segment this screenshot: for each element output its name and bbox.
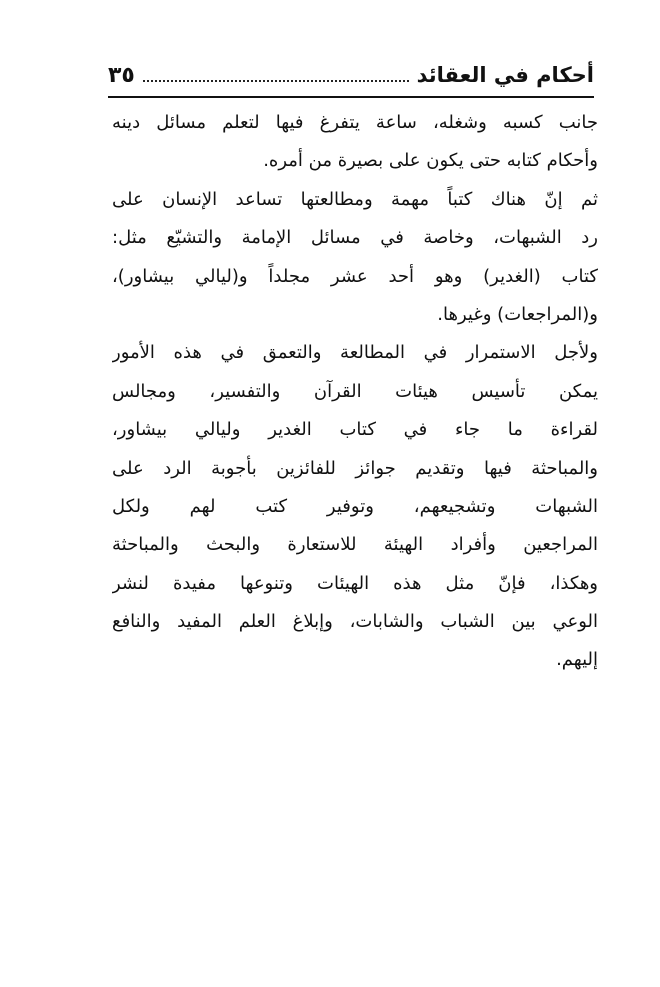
text-line: وهكذا، فإنّ مثل هذه الهيئات وتنوعها مفيدة لنشر xyxy=(112,572,598,594)
text-line: إليهم. xyxy=(556,649,598,671)
running-header-title: أحكام في العقائد xyxy=(416,63,594,87)
text-line: والمباحثة فيها وتقديم جوائز للفائزين بأجوبة الرد على xyxy=(112,457,598,479)
text-line: المراجعين وأفراد الهيئة للاستعارة والبحث والمباحثة xyxy=(112,534,598,556)
text-line: و(المراجعات) وغيرها. xyxy=(437,303,598,325)
text-line: وأحكام كتابه حتى يكون على بصيرة من أمره. xyxy=(263,150,598,172)
page-number: ٣٥ xyxy=(108,63,135,88)
text-line: جانب كسبه وشغله، ساعة يتفرغ فيها لتعلم مسائل دينه xyxy=(112,112,598,133)
text-line: ولأجل الاستمرار في المطالعة والتعمق في هذه الأمور xyxy=(112,342,598,364)
text-line: الوعي بين الشباب والشابات، وإبلاغ العلم المفيد والنافع xyxy=(112,611,598,633)
text-line: الشبهات وتشجيعهم، وتوفير كتب لهم ولكل xyxy=(112,495,598,517)
text-line: رد الشبهات، وخاصة في مسائل الإمامة والتشيّع مثل: xyxy=(112,227,598,249)
text-line: كتاب (الغدير) وهو أحد عشر مجلداً و(ليالي بيشاور)، xyxy=(112,265,598,287)
running-header xyxy=(108,60,594,98)
text-line: ثم إنّ هناك كتباً مهمة ومطالعتها تساعد الإنسان على xyxy=(112,188,598,210)
text-line: يمكن تأسيس هيئات القرآن والتفسير، ومجالس xyxy=(112,380,598,402)
text-line: لقراءة ما جاء في كتاب الغدير وليالي بيشاور، xyxy=(112,419,598,441)
header-dot-leader xyxy=(143,79,409,82)
body-text xyxy=(112,104,598,680)
